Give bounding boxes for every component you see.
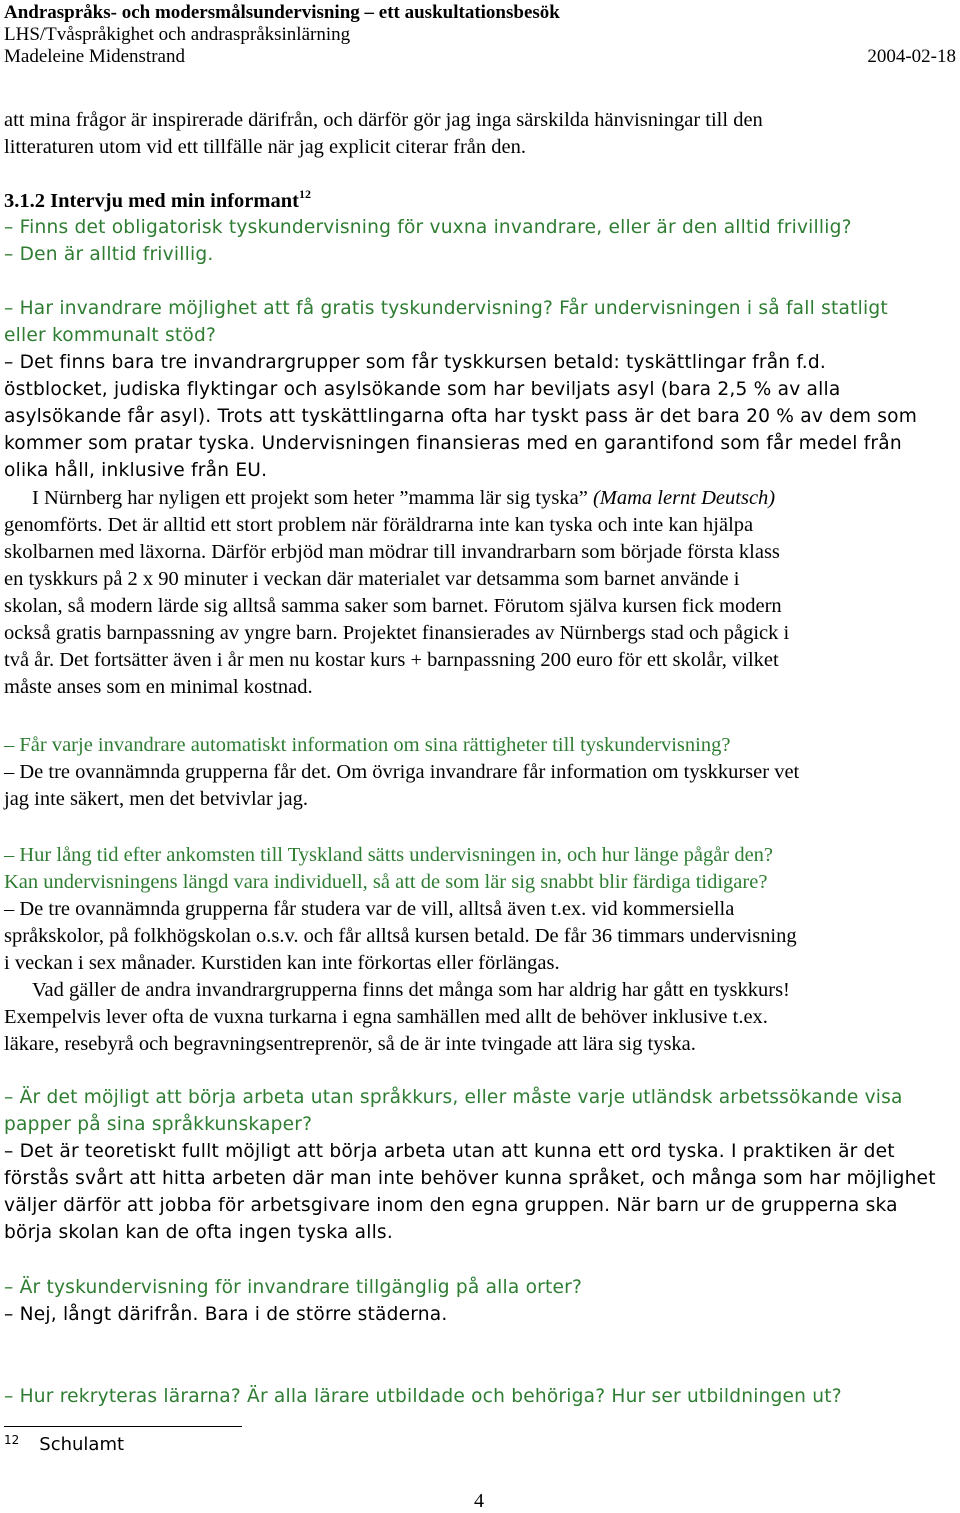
interview-question: – Hur lång tid efter ankomsten till Tyskland sätts undervisningen in, och hur länge pågår den?: [4, 844, 774, 866]
paragraph-line: läkare, resebyrå och begravningsentreprenör, så de är inte tvingade att lära sig tyska.: [4, 1033, 696, 1055]
paragraph-line: skolbarnen med läxorna. Därför erbjöd man mödrar till invandrarbarn som började första klass: [4, 541, 780, 563]
interview-answer: – Nej, långt därifrån. Bara i de större städerna.: [4, 1304, 448, 1325]
interview-answer: östblocket, judiska flyktingar och asylsökande som har beviljats asyl (bara 2,5 % av alla: [4, 379, 841, 400]
paragraph-line: Vad gäller de andra invandrargrupperna finns det många som har aldrig har gått en tyskkurs!: [32, 979, 790, 1001]
interview-question: – Får varje invandrare automatiskt information om sina rättigheter till tyskundervisning?: [4, 734, 731, 756]
page-number: 4: [474, 1490, 484, 1512]
footnote-number: 12: [4, 1433, 20, 1447]
document-header-date: 2004-02-18: [867, 46, 956, 67]
footnote-divider: [4, 1426, 242, 1427]
interview-question: Kan undervisningens längd vara individuell, så att de som lär sig snabbt blir färdiga tidigare?: [4, 871, 768, 893]
paragraph-line: en tyskkurs på 2 x 90 minuter i veckan där materialet var detsamma som barnet använde i: [4, 568, 740, 590]
interview-answer: – De tre ovannämnda grupperna får det. Om övriga invandrare får information om tyskkurser vet: [4, 761, 800, 783]
interview-answer: asylsökande får asyl). Trots att tyskättlingarna ofta har tyskt pass är det bara 20 % av dem som: [4, 406, 918, 427]
interview-answer: i veckan i sex månader. Kurstiden kan inte förkortas eller förlängas.: [4, 952, 560, 974]
interview-answer: jag inte säkert, men det betvivlar jag.: [4, 788, 308, 810]
section-heading: [4, 188, 311, 214]
section-heading-text: 3.1.2 Intervju med min informant: [4, 190, 299, 212]
paragraph-line: måste anses som en minimal kostnad.: [4, 676, 313, 698]
paragraph-line: också gratis barnpassning av yngre barn. Projektet finansierades av Nürnbergs stad och pågick i: [4, 622, 790, 644]
interview-answer: väljer därför att jobba för arbetsgivare inom den egna gruppen. När barn ur de grupperna ska: [4, 1195, 898, 1216]
interview-question: papper på sina språkkunskaper?: [4, 1114, 313, 1135]
interview-question: – Hur rekryteras lärarna? Är alla lärare utbildade och behöriga? Hur ser utbildningen ut?: [4, 1386, 842, 1407]
document-header-author: Madeleine Midenstrand: [4, 46, 185, 67]
paragraph-line: att mina frågor är inspirerade därifrån, och därför gör jag inga särskilda hänvisningar till den: [4, 109, 763, 131]
paragraph-line: litteraturen utom vid ett tillfälle när jag explicit citerar från den.: [4, 136, 526, 158]
interview-answer: – Det är teoretiskt fullt möjligt att börja arbeta utan att kunna ett ord tyska. I praktiken är det: [4, 1141, 895, 1162]
paragraph-line: skolan, så modern lärde sig alltså samma saker som barnet. Förutom själva kursen fick modern: [4, 595, 782, 617]
italic-title: (Mama lernt Deutsch): [592, 487, 776, 509]
interview-answer: språkskolor, på folkhögskolan o.s.v. och får alltså kursen betald. De får 36 timmars undervisning: [4, 925, 797, 947]
interview-question: eller kommunalt stöd?: [4, 325, 217, 346]
interview-question: – Är det möjligt att börja arbeta utan språkkurs, eller måste varje utländsk arbetssökande visa: [4, 1087, 903, 1108]
interview-question: – Finns det obligatorisk tyskundervisning för vuxna invandrare, eller är den alltid frivillig?: [4, 217, 852, 238]
paragraph-line: Exempelvis lever ofta de vuxna turkarna i egna samhällen med allt de behöver inklusive t.ex.: [4, 1006, 768, 1028]
paragraph-line: [32, 485, 775, 511]
interview-answer: olika håll, inklusive från EU.: [4, 460, 268, 481]
interview-answer: förstås svårt att hitta arbeten där man inte behöver kunna språket, och många som har möjlighet: [4, 1168, 936, 1189]
document-header-title: Andraspråks- och modersmålsundervisning – ett auskultationsbesök: [4, 2, 560, 23]
interview-question: – Har invandrare möjlighet att få gratis tyskundervisning? Får undervisningen i så fall statligt: [4, 298, 888, 319]
paragraph-text: I Nürnberg har nyligen ett projekt som heter ”mamma lär sig tyska”: [32, 487, 593, 509]
interview-answer: – Det finns bara tre invandrargrupper som får tyskkursen betald: tyskättlingar från f.d.: [4, 352, 826, 373]
paragraph-line: två år. Det fortsätter även i år men nu kostar kurs + barnpassning 200 euro för ett skolår, vilket: [4, 649, 779, 671]
interview-answer: börja skolan kan de ofta ingen tyska alls.: [4, 1222, 393, 1243]
document-header-subtitle: LHS/Tvåspråkighet och andraspråksinlärning: [4, 24, 351, 45]
footnote-reference: 12: [298, 187, 311, 201]
footnote-text: Schulamt: [39, 1434, 125, 1455]
interview-question: – Är tyskundervisning för invandrare tillgänglig på alla orter?: [4, 1277, 583, 1298]
interview-answer: kommer som pratar tyska. Undervisningen finansieras med en garantifond som får medel från: [4, 433, 902, 454]
interview-answer: – De tre ovannämnda grupperna får studera var de vill, alltså även t.ex. vid kommersiella: [4, 898, 735, 920]
interview-answer: – Den är alltid frivillig.: [4, 244, 214, 265]
paragraph-line: genomförts. Det är alltid ett stort problem när föräldrarna inte kan tyska och inte kan hjälpa: [4, 514, 754, 536]
footnote: [4, 1434, 124, 1455]
